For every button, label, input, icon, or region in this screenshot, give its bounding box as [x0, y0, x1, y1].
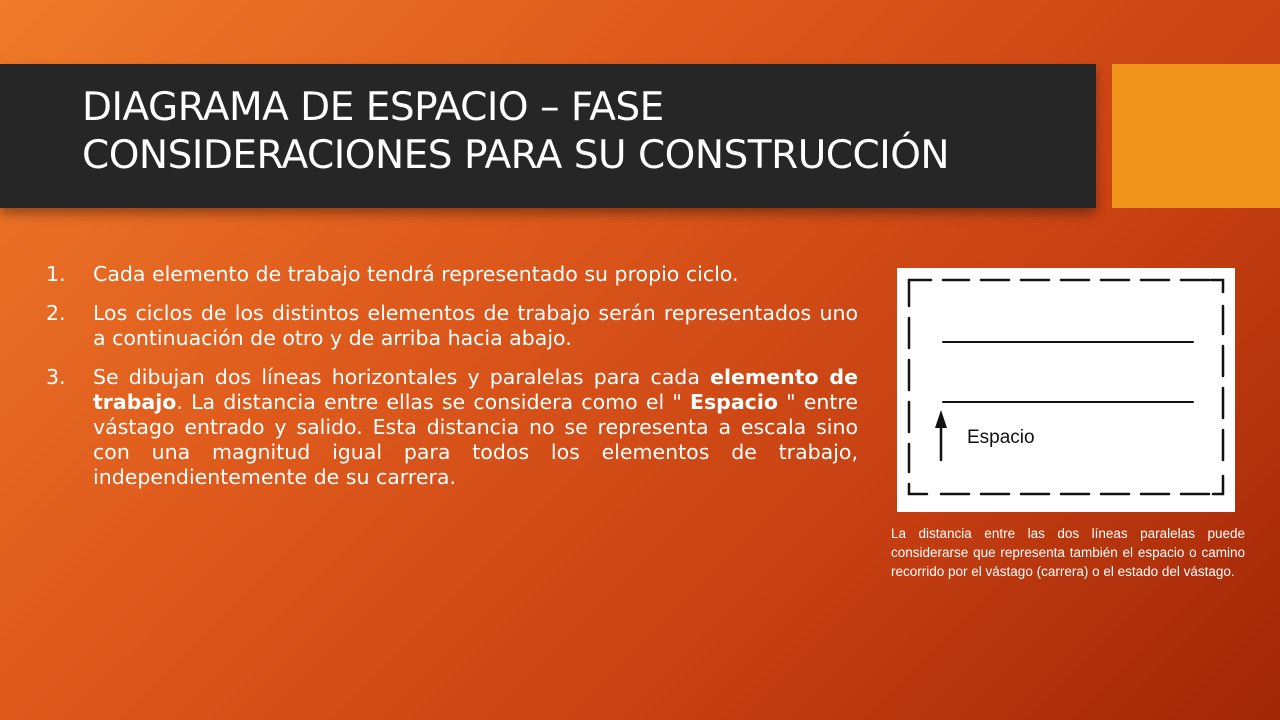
- list-item: [46, 262, 858, 287]
- bold-term-elemento: elemento de trabajo: [93, 365, 859, 414]
- space-diagram-figure: [897, 268, 1235, 512]
- figure-caption: La distancia entre las dos líneas paralelas puede considerarse que representa también el espacio o camino recorrido por el vástago (carrera) o el estado del vástago.: [891, 526, 1245, 579]
- list-item: [46, 365, 858, 490]
- list-item-number: 2.: [46, 301, 66, 325]
- frame-bottom-right-corner: [1213, 476, 1223, 494]
- list-item-text-part: . La distancia entre ellas se considera como el ": [176, 390, 690, 414]
- list-item-text: Cada elemento de trabajo tendrá representado su propio ciclo.: [93, 262, 739, 286]
- accent-block: [1112, 64, 1280, 208]
- list-item-text-part: Se dibujan dos líneas horizontales y paralelas para cada: [93, 365, 711, 389]
- slide-title-line-2: CONSIDERACIONES PARA SU CONSTRUCCIÓN: [82, 133, 950, 178]
- list-item-text: [93, 365, 858, 490]
- frame-top-right-corner: [1211, 280, 1223, 292]
- slide-title-line-1: DIAGRAMA DE ESPACIO – FASE: [82, 85, 664, 130]
- list-item-text: Los ciclos de los distintos elementos de trabajo serán representados uno a continuación de otro y de arriba hacia abajo.: [93, 301, 858, 350]
- list-item: [46, 301, 858, 351]
- bold-term-espacio: Espacio: [689, 390, 778, 414]
- list-item-number: 3.: [46, 365, 66, 389]
- space-diagram: [897, 268, 1235, 512]
- space-label: Espacio: [967, 427, 1035, 448]
- frame-bottom-left-corner: [909, 484, 927, 494]
- arrow-up-icon: [935, 410, 947, 428]
- list-item-text-part: " entre vástago entrado y salido. Esta distancia no se representa a escala sino con una magnitud igual para todos los elementos de trabajo, independientemente de su carrera.: [93, 390, 858, 489]
- slide-title: [82, 84, 1082, 180]
- list-item-number: 1.: [46, 262, 66, 286]
- considerations-list: [46, 262, 858, 504]
